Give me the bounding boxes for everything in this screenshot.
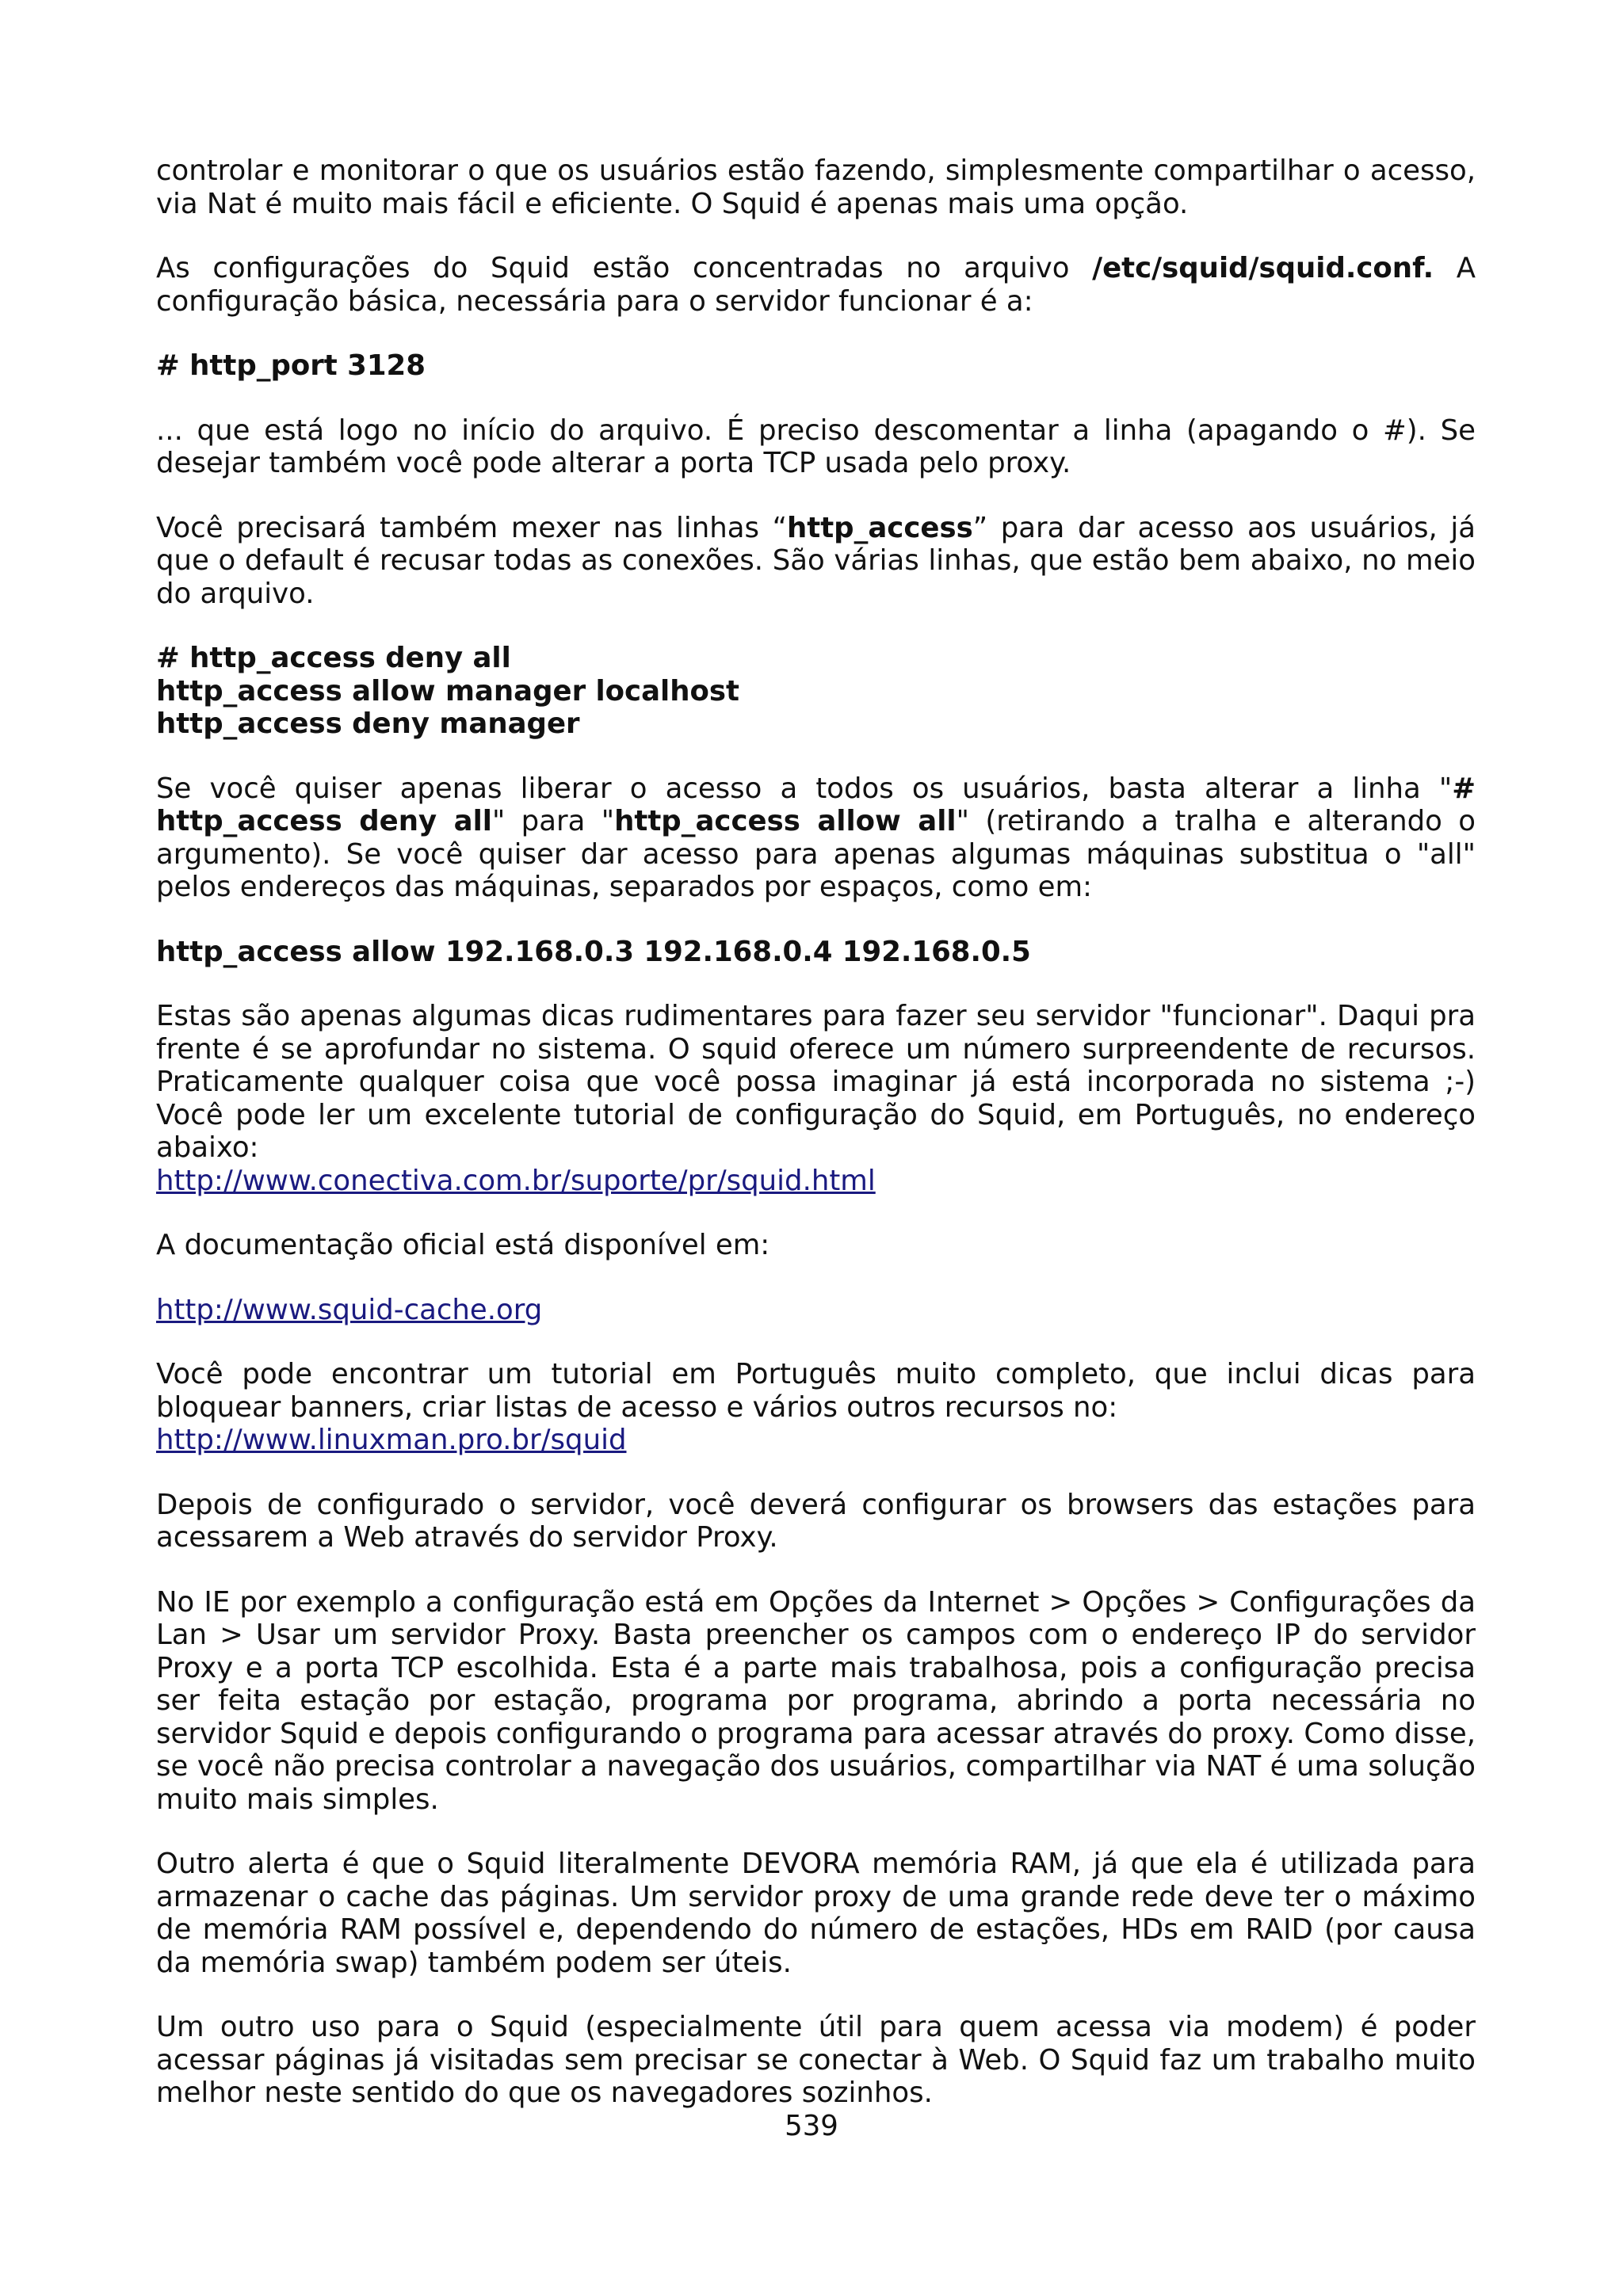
paragraph-tutorial (156, 1358, 1476, 1457)
paragraph-intro: controlar e monitorar o que os usuários estão fazendo, simplesmente compartilhar o acesso, via Nat é muito mais fácil e eficiente. O Squid é apenas mais uma opção. (156, 154, 1476, 220)
page-number: 539 (785, 2110, 838, 2142)
keyword: # http_access deny all (156, 772, 1476, 837)
code-line: # http_port 3128 (156, 349, 426, 382)
paragraph-allow-all (156, 772, 1476, 904)
code-line: http_access allow 192.168.0.3 192.168.0.4 192.168.0.5 (156, 935, 1031, 968)
code-http-port (156, 349, 1476, 383)
link-linuxman[interactable]: http://www.linuxman.pro.br/squid (156, 1424, 627, 1456)
config-path: /etc/squid/squid.conf. (1092, 252, 1434, 284)
text: Você precisará também mexer nas linhas “ (156, 511, 787, 544)
code-http-access-block (156, 642, 1476, 741)
text: " (retirando a tralha e alterando o argumento). Se você quiser dar acesso para apenas algumas máquinas substitua o "all" pelos endereços das máquinas, separados por espaços, como em: (156, 805, 1476, 903)
link-conectiva[interactable]: http://www.conectiva.com.br/suporte/pr/squid.html (156, 1164, 876, 1197)
keyword: http_access allow all (614, 805, 957, 837)
document-page (156, 154, 1476, 2142)
text: As configurações do Squid estão concentradas no arquivo (156, 252, 1093, 284)
paragraph-config-file (156, 252, 1476, 318)
paragraph-offline-use: Um outro uso para o Squid (especialmente útil para quem acessa via modem) é poder acessar páginas já visitadas sem precisar se conectar à Web. O Squid faz um trabalho muito melhor neste sentido do que os navegadores sozinhos. (156, 2011, 1476, 2109)
paragraph-ram-alert: Outro alerta é que o Squid literalmente DEVORA memória RAM, já que ela é utilizada para armazenar o cache das páginas. Um servidor proxy de uma grande rede deve ter o máximo de memória RAM possível e, dependendo do número de estações, HDs em RAID (por causa da memória swap) também podem ser úteis. (156, 1848, 1476, 1979)
paragraph-http-access (156, 512, 1476, 611)
link-squid-cache[interactable]: http://www.squid-cache.org (156, 1293, 543, 1326)
paragraph-tips (156, 1000, 1476, 1197)
keyword: http_access (786, 511, 973, 544)
text: A configuração básica, necessária para o servidor funcionar é a: (156, 252, 1476, 318)
code-line: # http_access deny all (156, 642, 511, 674)
text: " para " (491, 805, 615, 837)
text: Se você quiser apenas liberar o acesso a todos os usuários, basta alterar a linha " (156, 772, 1453, 805)
code-line: http_access allow manager localhost (156, 674, 739, 707)
paragraph-docs-link (156, 1294, 1476, 1327)
text: Estas são apenas algumas dicas rudimentares para fazer seu servidor "funcionar". Daqui pra frente é se aprofundar no sistema. O squid oferece um número surpreendente de recursos. Praticamente qualquer coisa que você possa imaginar já está incorporada no sistema ;-) Você pode ler um excelente tutorial de configuração do Squid, em Português, no endereço abaixo: (156, 1000, 1476, 1164)
code-line: http_access deny manager (156, 707, 580, 740)
text: Você pode encontrar um tutorial em Português muito completo, que inclui dicas para bloquear banners, criar listas de acesso e vários outros recursos no: (156, 1358, 1476, 1424)
text: ” para dar acesso aos usuários, já que o default é recusar todas as conexões. São várias linhas, que estão bem abaixo, no meio do arquivo. (156, 511, 1476, 610)
paragraph-browsers: Depois de configurado o servidor, você deverá configurar os browsers das estações para acessarem a Web através do servidor Proxy. (156, 1488, 1476, 1554)
paragraph-ie-config: No IE por exemplo a configuração está em Opções da Internet > Opções > Configurações da Lan > Usar um servidor Proxy. Basta preencher os campos com o endereço IP do servidor Proxy e a porta TCP escolhida. Esta é a parte mais trabalhosa, pois a configuração precisa ser feita estação por estação, programa por programa, abrindo a porta necessária no servidor Squid e depois configurando o programa para acessar através do proxy. Como disse, se você não precisa controlar a navegação dos usuários, compartilhar via NAT é uma solução muito mais simples. (156, 1585, 1476, 1816)
code-allow-ips (156, 936, 1476, 969)
paragraph-uncomment: ... que está logo no início do arquivo. É preciso descomentar a linha (apagando o #). Se desejar também você pode alterar a porta TCP usada pelo proxy. (156, 414, 1476, 479)
paragraph-docs: A documentação oficial está disponível em: (156, 1229, 770, 1261)
